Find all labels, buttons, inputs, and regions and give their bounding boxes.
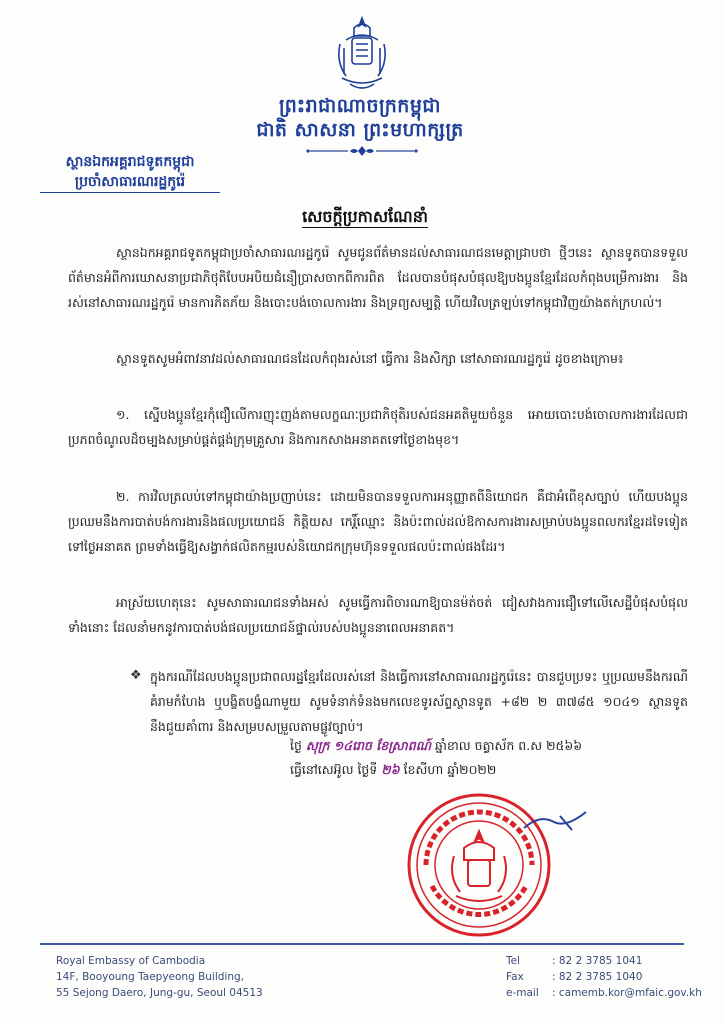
email-label: e-mail [506, 987, 539, 999]
lunar-date-handwritten: សុក្រ ១៤រោច ខែស្រាពណ៍ [305, 738, 431, 753]
paragraph-conclusion: អាស្រ័យហេតុនេះ សូមសាធារណជនទាំងអស់ សូមធ្វើការពិចារណាឱ្យបានម៉ត់ចត់ ជៀសវាងការជឿទៅលើសេដ្ឋីបំផុសបំផុលទាំងនោះ ដែលនាំមកនូវការបាត់បង់ផលប្រយោជន៍ផ្ទាល់របស់បងប្អូននាពេលអនាគត។ [68, 595, 688, 635]
tackteng-ornament-icon [300, 144, 424, 158]
footer-address-line2: 55 Sejong Daero, Jung-gu, Seoul 04513 [56, 987, 263, 999]
tel-number[interactable]: : 82 2 3785 1041 [552, 955, 643, 967]
fax-number: : 82 2 3785 1040 [552, 971, 643, 983]
footer-fax-row [506, 969, 716, 985]
paragraph-appeal: ស្ថានទូតសូមអំពាវនាវដល់សាធារណជនដែលកំពុងរស់នៅ ធ្វើការ និងសិក្សា នៅសាធារណរដ្ឋកូរ៉េ ដូចខាងក្រោម៖ [116, 351, 624, 366]
paragraph-point-1: ១. ស្នើបងប្អូនខ្មែរកុំជឿលើការញុះញង់តាមលក្ខណៈប្រជាភិថុតិរបស់ជនអគតិមួយចំនួន អោយបោះបង់ចោលការងារដែលជាប្រភពចំណូលដ៏ចម្បងសម្រាប់ផ្គត់ផ្គង់ក្រុមគ្រួសារ និងការកសាងអនាគតទៅថ្ងៃខាងមុខ។ [68, 407, 688, 447]
email-address[interactable]: : camemb.kor@mfaic.gov.kh [552, 987, 702, 999]
sender-underline [40, 192, 220, 193]
footer-address-line1: 14F, Booyoung Taepyeong Building, [56, 971, 245, 983]
footer-tel-row [506, 953, 716, 969]
royal-arms-emblem-icon [332, 14, 392, 94]
fax-label: Fax [506, 971, 524, 983]
tel-label: Tel [506, 955, 521, 967]
sender-embassy-name: ស្ថានឯកអគ្គរាជទូតកម្ពុជា [65, 154, 195, 170]
signature-mark [520, 808, 590, 834]
paragraph-point-2: ២. ការវិលត្រលប់ទៅកម្ពុជាយ៉ាងប្រញាប់នេះ ដោយមិនបានទទួលការអនុញ្ញាតពីនិយោជក គឺជាអំពើខុសច្បាប់ ហើយបងប្អូនប្រឈមនឹងការបាត់បង់ការងារនិងផលប្រយោជន៍ កិត្តិយស កេរ្តិ៍ឈ្មោះ និងប៉ះពាល់ដល់ឱកាសការងារសម្រាប់បងប្អូនពលករខ្មែរដទៃទៀតទៅថ្ងៃអនាគត ព្រមទាំងធ្វើឱ្យសង្វាក់ផលិតកម្មរបស់និយោជកក្រុមហ៊ុនទទួលផលប៉ះពាល់ផងដែរ។ [68, 489, 688, 554]
footer-address [56, 953, 356, 1001]
national-motto: ជាតិ សាសនា ព្រះមហាក្សត្រ [256, 119, 464, 141]
paragraph-contact-note: ក្នុងករណីដែលបងប្អូនប្រជាពលរដ្ឋខ្មែរដែលរស់នៅ និងធ្វើការនៅសាធារណរដ្ឋកូរ៉េនេះ បានជួបប្រទះ ឬប្រឈមនឹងករណីគំរាមកំហែង ឬបង្ខិតបង្ខំណាមួយ សូមទំនាក់ទំនងមកលេខទូរស័ព្ទស្ថានទូត +៨២ ២ ៣៧៨៥ ១០៤១ ស្ថានទូតនឹងជួយគាំពារ និងសម្របសម្រួលតាមផ្លូវច្បាប់។ [150, 669, 688, 734]
footer-org-name: Royal Embassy of Cambodia [56, 955, 206, 967]
paragraph-intro: ស្ថានឯកអគ្គរាជទូតកម្ពុជាប្រចាំសាធារណរដ្ឋកូរ៉េ សូមជូនព័ត៌មានដល់សាធារណជនមេត្តាជ្រាបថា ថ្មីៗនេះ ស្ថានទូតបានទទួលព័ត៌មានអំពីការឃោសនាប្រជាភិថុតិបែបអបិយជំនឿប្រាសចាកពីការពិត ដែលបានបំផុសបំផុលឱ្យបងប្អូនខ្មែរដែលកំពុងបម្រើការងារ និងរស់នៅសាធារណរដ្ឋកូរ៉េ មានការភិតភ័យ និងបោះបង់ចោលការងារ និងទ្រព្យសម្បត្តិ ហើយវិលត្រឡប់ទៅកម្ពុជាវិញយ៉ាងតក់ក្រហល់។ [68, 245, 688, 310]
lunar-date-suffix: ឆ្នាំខាល ចត្វាស័ក ព.ស ២៥៦៦ [434, 738, 583, 753]
bullet-diamond-icon: ❖ [130, 668, 142, 683]
footer-divider [40, 943, 684, 945]
place-date-line [290, 762, 690, 781]
document-title: សេចក្តីប្រកាសណែនាំ [302, 207, 428, 226]
kingdom-name: ព្រះរាជាណាចក្រកម្ពុជា [279, 95, 441, 117]
lunar-date-line [290, 738, 690, 757]
sender-embassy-location: ប្រចាំសាធារណរដ្ឋកូរ៉េ [74, 174, 186, 190]
place-date-suffix: ខែសីហា ឆ្នាំ២០២២ [403, 762, 497, 777]
footer-contacts [506, 953, 716, 1001]
place-date-prefix: ធ្វើនៅសេអ៊ូល ថ្ងៃទី [290, 762, 378, 777]
lunar-date-prefix: ថ្ងៃ [290, 738, 302, 753]
footer-email-row [506, 985, 716, 1001]
place-date-handwritten: ២៦ [381, 762, 400, 777]
